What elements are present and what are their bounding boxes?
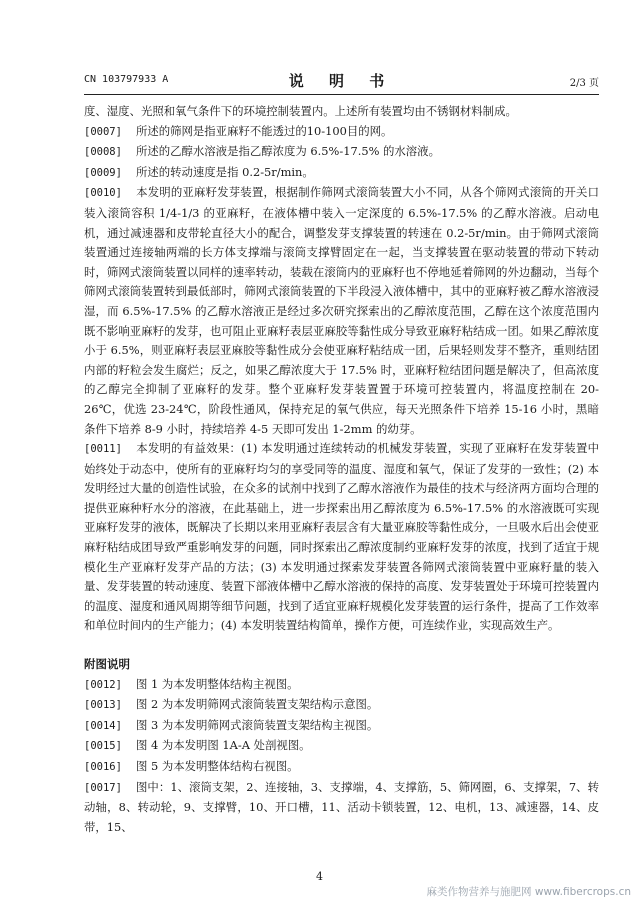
paragraph-number: [0013] — [84, 699, 122, 712]
paragraph-number: [0008] — [84, 146, 122, 159]
patent-number: CN 103797933 A — [84, 74, 169, 85]
paragraph-text: 图中：1、滚筒支架，2、连接轴，3、支撑端，4、支撑筋，5、筛网圈，6、支撑架，7、转动轴，8、转动轮，9、支撑臂，10、开口槽，11、活动卡锁装置，12、电机，13、减速器，14、皮带，15、 — [84, 779, 599, 834]
section-heading: 附图说明 — [84, 657, 130, 672]
paragraph-number: [0011] — [84, 443, 122, 456]
paragraph-number: [0014] — [84, 719, 122, 732]
paragraph-number: [0009] — [84, 166, 122, 179]
document-body — [84, 102, 599, 837]
paragraph-number: [0010] — [84, 187, 122, 200]
paragraph-text: 图 4 为本发明图 1A-A 处剖视图。 — [135, 738, 311, 753]
paragraph-text: 所述的转动速度是指 0.2-5r/min。 — [135, 164, 314, 179]
paragraph-0011 — [84, 439, 599, 636]
paragraph-0007 — [84, 122, 599, 143]
paragraph-0016 — [84, 757, 599, 778]
paragraph-0012 — [84, 675, 599, 696]
paragraph-0015 — [84, 736, 599, 757]
paragraph-text: 所述的筛网是指亚麻籽不能透过的10-100目的网。 — [135, 123, 393, 138]
watermark: 麻类作物营养与施肥网 www.fibercrops.cn — [426, 886, 631, 898]
document-title: 说 明 书 — [288, 72, 395, 90]
paragraph-0014 — [84, 716, 599, 737]
paragraph-continued — [84, 102, 599, 122]
page-number: 4 — [316, 870, 323, 883]
paragraph-number: [0012] — [84, 678, 122, 691]
paragraph-number: [0017] — [84, 781, 122, 794]
paragraph-0010 — [84, 183, 599, 439]
paragraph-0013 — [84, 695, 599, 716]
paragraph-text: 图 1 为本发明整体结构主视图。 — [135, 676, 299, 691]
paragraph-text: 本发明的亚麻籽发芽装置，根据制作筛网式滚筒装置大小不同，从各个筛网式滚筒的开关口装入滚筒容积 1/4-1/3 的亚麻籽，在液体槽中装入一定深度的 6.5%-17.5% 的乙醇水溶液。启动电机，通过减速器和皮带轮直径大小的配合，调整发芽支撑装置的转速在 0.2-5r/min。由于筛网式滚筒装置通过连接轴两端的长方体支撑端与滚筒支撑臂固定在一起，当支撑装置在驱动装置的带动下转动时，筛网式滚筒装置以同样的速率转动，装载在滚筒内的亚麻籽也不停地延着筛网的外边翻动，当每个筛网式滚筒装置转到最低部时，筛网式滚筒装置的下半段浸入液体槽中，其中的亚麻籽被乙醇水溶液浸湿，而 6.5%-17.5% 的乙醇水溶液正是经过多次研究探索出的乙醇浓度范围，乙醇在这个浓度范围内既不影响亚麻籽的发芽，也可阻止亚麻籽表层亚麻胶等黏性成分导致亚麻籽粘结成一团。如果乙醇浓度小于 6.5%，则亚麻籽表层亚麻胶等黏性成分会使亚麻籽粘结成一团，后果轻则发芽不整齐，重则结团内部的籽粒会发生腐烂；反之，如果乙醇浓度大于 17.5% 时，亚麻籽粒结团问题是解决了，但高浓度的乙醇完全抑制了亚麻籽的发芽。整个亚麻籽发芽装置置于环境可控装置内，将温度控制在 20-26℃，优选 23-24℃，阶段性通风，保持充足的氧气供应，每天光照条件下培养 15-16 小时，黑暗条件下培养 8-9 小时，持续培养 4-5 天即可发出 1-2mm 的幼芽。 — [84, 185, 599, 436]
paragraph-text: 度、湿度、光照和氧气条件下的环境控制装置内。上述所有装置均由不锈钢材料制成。 — [84, 104, 517, 118]
page-header — [84, 70, 599, 92]
paragraph-0009 — [84, 163, 599, 184]
paragraph-number: [0016] — [84, 761, 122, 773]
page-indicator: 2/3 页 — [569, 78, 599, 89]
paragraph-0008 — [84, 142, 599, 163]
paragraph-0017 — [84, 778, 599, 838]
paragraph-text: 图 3 为本发明筛网式滚筒装置支架结构主视图。 — [135, 717, 379, 732]
paragraph-number: [0007] — [84, 125, 122, 138]
paragraph-text: 图 5 为本发明整体结构右视图。 — [135, 759, 299, 773]
section-gap — [84, 636, 599, 655]
header-rule — [84, 94, 599, 95]
paragraph-text: 图 2 为本发明筛网式滚筒装置支架结构示意图。 — [135, 697, 379, 712]
paragraph-text: 所述的乙醇水溶液是指乙醇浓度为 6.5%-17.5% 的水溶液。 — [135, 144, 440, 159]
paragraph-text: 本发明的有益效果：(1) 本发明通过连续转动的机械发芽装置，实现了亚麻籽在发芽装置中始终处于动态中，使所有的亚麻籽均匀的享受同等的温度、湿度和氧气，保证了发芽的一致性；(2) 本发明经过大量的创造性试验，在众多的试剂中找到了乙醇水溶液作为最佳的技术与经济两方面均合理的提供亚麻种籽水分的溶液，在此基础上，进一步探索出用乙醇浓度为 6.5%-17.5% 的水溶液既可实现亚麻籽发芽的液体，既解决了长期以来用亚麻籽表层含有大量亚麻胶等黏性成分，一旦吸水后出会使亚麻籽粘结成团导致严重影响发芽的问题，同时探索出乙醇浓度制约亚麻籽发芽的浓度，找到了适宜于规模化生产亚麻籽发芽产品的方法；(3) 本发明通过探索发芽装置各筛网式滚筒装置中亚麻籽量的装入量、发芽装置的转动速度、装置下部液体槽中乙醇水溶液的保持的高度、发芽装置处于环境可控装置内的温度、湿度和通风周期等细节问题，找到了适宜亚麻籽规模化发芽装置的运行条件，提高了工作效率和单位时间内的生产能力；(4) 本发明装置结构简单，操作方便，可连续作业，实现高效生产。 — [84, 441, 599, 633]
paragraph-number: [0015] — [84, 740, 122, 753]
